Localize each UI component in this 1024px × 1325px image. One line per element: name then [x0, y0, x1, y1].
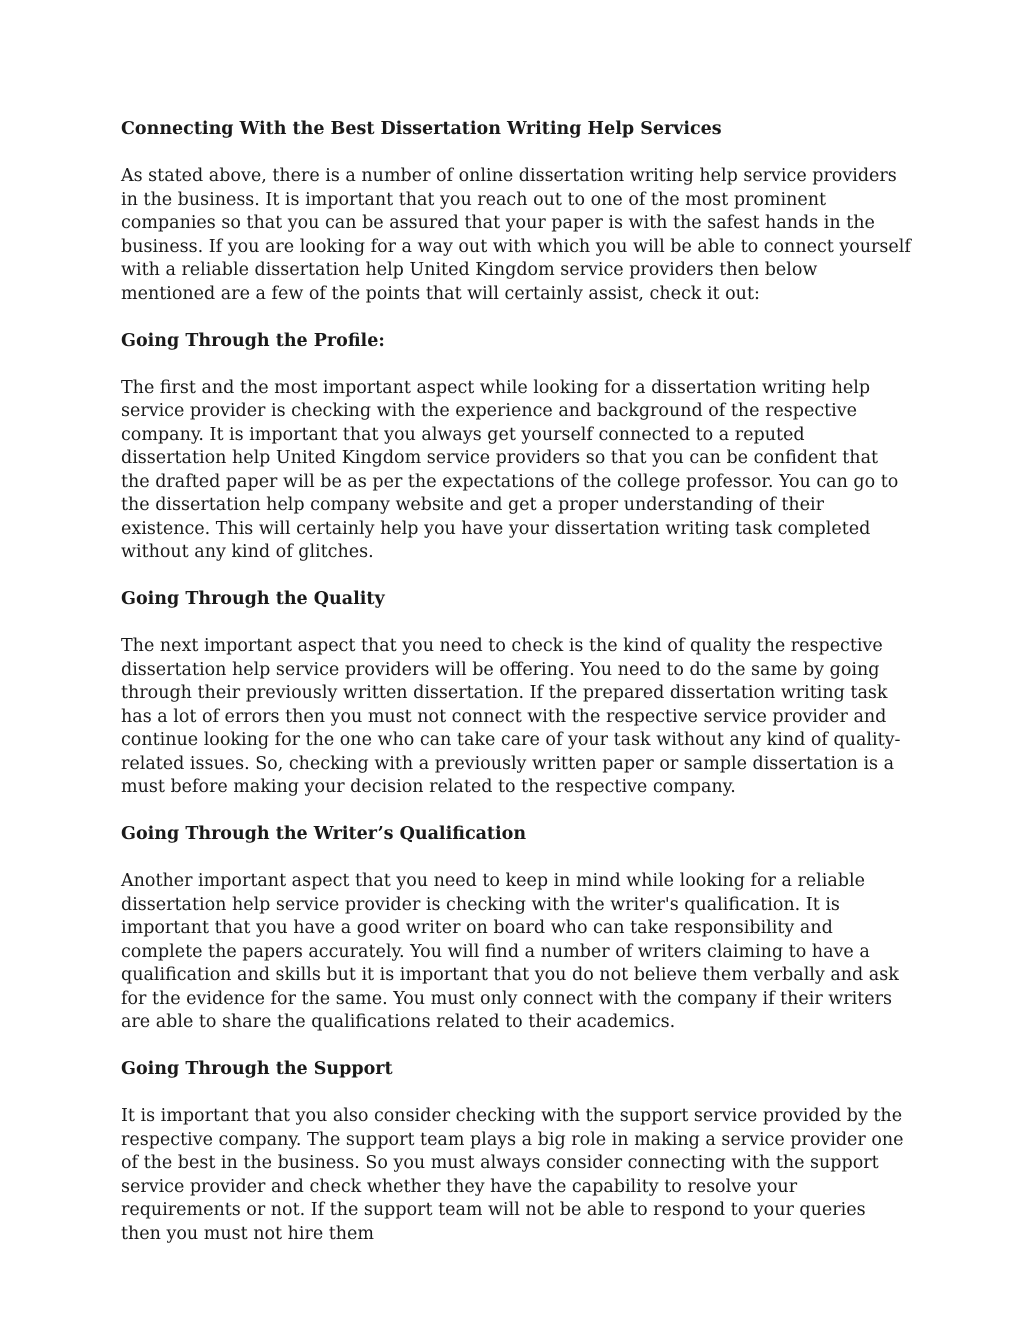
- document-page: [121, 118, 911, 1270]
- section-heading-quality: Going Through the Quality: [121, 589, 385, 609]
- intro-paragraph: As stated above, there is a number of online dissertation writing help service providers in the business. It is important that you reach out to one of the most prominent companies so that you can be assured that your paper is with the safest hands in the business. If you are looking for a way out with which you will be able to connect yourself with a reliable dissertation help United Kingdom service providers then below mentioned are a few of the points that will certainly assist, check it out:: [121, 166, 911, 304]
- section-heading-qualification: Going Through the Writer’s Qualification: [121, 824, 527, 844]
- section-body-support: It is important that you also consider checking with the support service provided by the respective company. The support team plays a big role in making a service provider one of the best in the business. So you must always consider connecting with the support service provider and check whether they have the capability to resolve your requirements or not. If the support team will not be able to respond to your queries then you must not hire them: [121, 1106, 904, 1244]
- document-title: Connecting With the Best Dissertation Writing Help Services: [121, 119, 722, 139]
- section-heading-profile: Going Through the Profile:: [121, 330, 385, 351]
- section-body-profile: The first and the most important aspect while looking for a dissertation writing help service provider is checking with the experience and background of the respective company. It is important that you always get yourself connected to a reputed dissertation help United Kingdom service providers so that you can be confident that the drafted paper will be as per the expectations of the college professor. You can go to the dissertation help company website and get a proper understanding of their existence. This will certainly help you have your dissertation writing task completed without any kind of glitches.: [121, 377, 899, 562]
- section-heading-support: Going Through the Support: [121, 1059, 393, 1079]
- section-body-qualification: Another important aspect that you need to keep in mind while looking for a reliable dissertation help service provider is checking with the writer's qualification. It is important that you have a good writer on board who can take responsibility and complete the papers accurately. You will find a number of writers claiming to have a qualification and skills but it is important that you do not believe them verbally and ask for the evidence for the same. You must only connect with the company if their writers are able to share the qualifications related to their academics.: [121, 871, 899, 1032]
- section-body-quality: The next important aspect that you need to check is the kind of quality the respective dissertation help service providers will be offering. You need to do the same by going through their previously written dissertation. If the prepared dissertation writing task has a lot of errors then you must not connect with the respective service provider and continue looking for the one who can take care of your task without any kind of quality-related issues. So, checking with a previously written paper or sample dissertation is a must before making your decision related to the respective company.: [121, 636, 901, 797]
